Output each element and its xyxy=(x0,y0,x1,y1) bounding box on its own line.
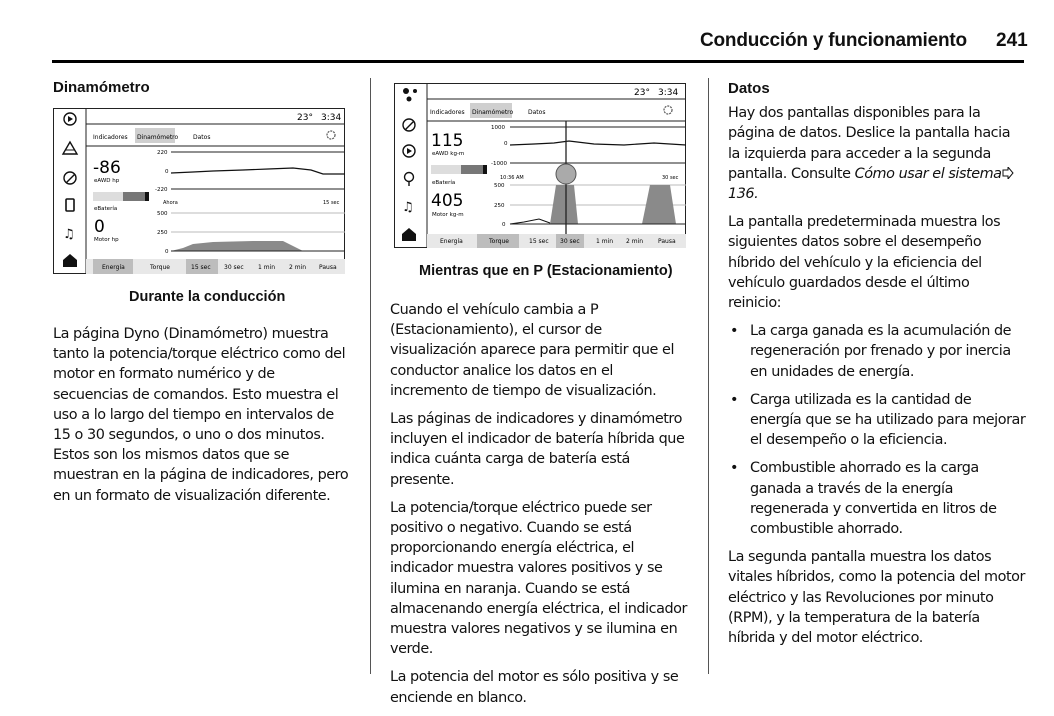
eawd-torque-unit: eAWD kg-m xyxy=(432,151,465,157)
scale-label: 500 xyxy=(494,183,505,189)
scale-label: 220 xyxy=(157,150,168,156)
scale-label: 0 xyxy=(502,222,506,228)
scale-label: -1000 xyxy=(491,161,507,167)
bottom-tab-2min[interactable]: 2 min xyxy=(289,264,307,271)
clock-readout: 3:34 xyxy=(658,88,679,98)
paragraph: La pantalla predeterminada muestra los siguientes datos sobre el desempeño híbrido del vehículo y la eficiencia del vehículo guardados desde el último reinicio: xyxy=(728,214,1001,312)
paragraph: La segunda pantalla muestra los datos vitales híbridos, como la potencia del motor eléctrico y las Revoluciones por minuto (RPM), y la temperatura de la batería híbrida y del motor eléctrico. xyxy=(728,549,1025,647)
tab-dinamometro[interactable]: Dinamómetro xyxy=(472,109,514,116)
list-item: • La carga ganada es la acumulación de regeneración por frenado y por inercia en unidades de energía. xyxy=(728,321,1026,382)
tab-dinamometro[interactable]: Dinamómetro xyxy=(137,134,179,141)
svg-text:♫: ♫ xyxy=(63,227,75,242)
motor-torque-unit: Motor kg-m xyxy=(432,212,464,218)
reference-arrow-icon xyxy=(1002,167,1014,179)
scale-label: 0 xyxy=(504,141,508,147)
dyno-screen-driving xyxy=(53,108,345,274)
temperature-readout: 23° xyxy=(634,88,650,98)
list-item: • Combustible ahorrado es la carga ganada a través de la energía regenerada y convertida en litros de combustible ahorrado. xyxy=(728,458,1026,539)
svg-text:♫: ♫ xyxy=(402,200,414,215)
scale-label: 250 xyxy=(157,230,168,236)
paragraph: Hay dos pantallas disponibles para la página de datos. Deslice la pantalla hacia la izquierda para acceder a la segunda pantalla. Consulte Cómo usar el sistema136. xyxy=(728,103,1026,204)
bottom-tab-pausa[interactable]: Pausa xyxy=(319,264,337,271)
left-column-text xyxy=(53,324,353,514)
scale-label: 1000 xyxy=(491,125,505,131)
cursor-time-label: 10:36 AM xyxy=(500,175,524,181)
paragraph: La potencia/torque eléctrico puede ser positivo o negativo. Cuando se está proporcionando energía eléctrica, el indicador muestra valores positivos y se ilumina en naranja. Cuando se está almacenando energía eléctrica, el indicador muestra valores negativos y se ilumina en verde. xyxy=(390,499,687,658)
interval-label: 15 sec xyxy=(323,200,340,206)
battery-label: eBatería xyxy=(432,180,456,186)
cursor-handle[interactable] xyxy=(556,164,576,184)
column-divider xyxy=(708,78,709,674)
temperature-readout: 23° xyxy=(297,113,313,123)
battery-label: eBatería xyxy=(94,206,118,212)
bullet-list xyxy=(728,321,1026,539)
bottom-tab-30sec[interactable]: 30 sec xyxy=(560,238,580,245)
clock-readout: 3:34 xyxy=(321,113,342,123)
column-divider xyxy=(370,78,371,674)
bottom-tab-15sec[interactable]: 15 sec xyxy=(529,238,549,245)
paragraph: Las páginas de indicadores y dinamómetro incluyen el indicador de batería híbrida que indica cuánta carga de batería está presente. xyxy=(390,411,685,488)
eawd-power-value: -86 xyxy=(93,158,121,178)
right-column-text xyxy=(728,79,1026,656)
dyno-screen-parked xyxy=(394,83,686,248)
section-heading-dinamometro: Dinamómetro xyxy=(53,79,150,96)
scale-label: 250 xyxy=(494,203,505,209)
figure-caption: Durante la conducción xyxy=(129,289,286,305)
music-icon xyxy=(63,227,75,242)
bottom-tab-15sec[interactable]: 15 sec xyxy=(191,264,211,271)
scale-label: -220 xyxy=(155,187,168,193)
eawd-torque-value: 115 xyxy=(431,131,464,151)
motor-power-value: 0 xyxy=(94,217,105,237)
bottom-tab-pausa[interactable]: Pausa xyxy=(658,238,676,245)
page-number: 241 xyxy=(996,30,1028,51)
scale-label: 0 xyxy=(165,249,169,255)
cross-reference-link[interactable]: Cómo usar el sistema xyxy=(854,165,1002,182)
bottom-tab-1min[interactable]: 1 min xyxy=(258,264,276,271)
section-heading-datos: Datos xyxy=(728,80,770,97)
bottom-tab-energia[interactable]: Energía xyxy=(102,264,125,271)
paragraph: Cuando el vehículo cambia a P (Estacionamiento), el cursor de visualización aparece para permitir que el conductor analice los datos en el incremento de tiempo de visualización. xyxy=(390,302,674,399)
scale-label: 500 xyxy=(157,211,168,217)
tab-datos[interactable]: Datos xyxy=(193,134,211,141)
figure-caption: Mientras que en P (Estacionamiento) xyxy=(419,263,673,279)
tab-datos[interactable]: Datos xyxy=(528,109,546,116)
motor-power-unit: Motor hp xyxy=(94,237,119,243)
paragraph: La potencia del motor es sólo positiva y se enciende en blanco. xyxy=(390,669,679,706)
bottom-tab-torque[interactable]: Torque xyxy=(150,264,170,271)
tab-indicadores[interactable]: Indicadores xyxy=(93,134,128,141)
cross-reference-page[interactable]: 136 xyxy=(728,186,755,203)
eawd-power-unit: eAWD hp xyxy=(94,178,120,184)
motor-torque-value: 405 xyxy=(431,191,464,211)
middle-column-text xyxy=(390,300,690,716)
bottom-tab-30sec[interactable]: 30 sec xyxy=(224,264,244,271)
music-icon xyxy=(402,200,414,215)
now-label: Ahora xyxy=(163,200,178,206)
bottom-tab-1min[interactable]: 1 min xyxy=(596,238,614,245)
page-header-title: Conducción y funcionamiento xyxy=(700,30,967,51)
interval-label: 30 sec xyxy=(662,175,679,181)
list-item: • Carga utilizada es la cantidad de energía que se ha utilizado para mejorar el desempeño o la eficiencia. xyxy=(728,390,1026,451)
bottom-tab-2min[interactable]: 2 min xyxy=(626,238,644,245)
tab-indicadores[interactable]: Indicadores xyxy=(430,109,465,116)
bottom-tab-torque[interactable]: Torque xyxy=(489,238,509,245)
bottom-tab-energia[interactable]: Energía xyxy=(440,238,463,245)
paragraph: La página Dyno (Dinamómetro) muestra tanto la potencia/torque eléctrico como del motor en formato numérico y de secuencias de comandos. Esto muestra el uso a lo largo del tiempo en intervalos de 15 o 30 segundos, o uno o dos minutos. Estos son los mismos datos que se muestran en la página de indicadores, pero en un formato de visualización diferente. xyxy=(53,326,349,504)
scale-label: 0 xyxy=(165,169,169,175)
header-rule xyxy=(52,60,1024,63)
